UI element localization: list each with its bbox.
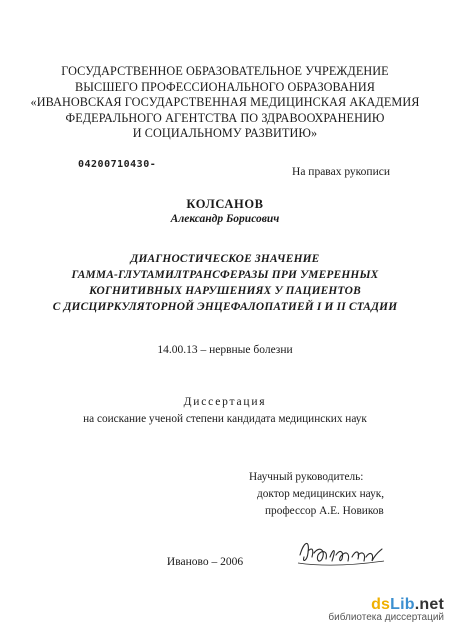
supervisor-name: профессор А.Е. Новиков xyxy=(265,505,384,517)
thesis-title-line: КОГНИТИВНЫХ НАРУШЕНИЯХ У ПАЦИЕНТОВ xyxy=(89,285,361,297)
institution-header xyxy=(0,64,450,142)
logo-lib: Lib xyxy=(390,596,415,613)
author-full-name: Александр Борисович xyxy=(170,213,280,225)
institution-line: «ИВАНОВСКАЯ ГОСУДАРСТВЕННАЯ МЕДИЦИНСКАЯ АКАДЕМИЯ xyxy=(30,95,420,110)
dslib-watermark[interactable] xyxy=(328,596,444,623)
logo-ds: ds xyxy=(371,596,391,613)
supervisor-degree: доктор медицинских наук, xyxy=(257,488,385,500)
thesis-title-line: С ДИСЦИРКУЛЯТОРНОЙ ЭНЦЕФАЛОПАТИЕЙ I И II СТАДИИ xyxy=(52,301,398,313)
degree-line: на соискание ученой степени кандидата медицинских наук xyxy=(83,413,367,425)
institution-line: ГОСУДАРСТВЕННОЕ ОБРАЗОВАТЕЛЬНОЕ УЧРЕЖДЕНИЕ xyxy=(61,64,389,78)
manuscript-note: На правах рукописи xyxy=(292,166,390,178)
supervisor-role: Научный руководитель: xyxy=(249,471,364,483)
supervisor-block xyxy=(249,469,384,520)
thesis-title-line: ГАММА-ГЛУТАМИЛТРАНСФЕРАЗЫ ПРИ УМЕРЕННЫХ xyxy=(71,269,379,281)
institution-line: ВЫСШЕГО ПРОФЕССИОНАЛЬНОГО ОБРАЗОВАНИЯ xyxy=(75,79,375,94)
specialty-code: 14.00.13 – нервные болезни xyxy=(157,344,293,356)
institution-line: И СОЦИАЛЬНОМУ РАЗВИТИЮ» xyxy=(132,126,318,141)
registration-stamp: 04200710430- xyxy=(78,159,157,170)
author-surname: КОЛСАНОВ xyxy=(186,197,264,211)
city-year: Иваново – 2006 xyxy=(166,556,244,568)
document-type: Диссертация xyxy=(183,396,267,408)
institution-line: ФЕДЕРАЛЬНОГО АГЕНТСТВА ПО ЗДРАВООХРАНЕНИЮ xyxy=(65,110,385,125)
thesis-title xyxy=(0,251,450,315)
thesis-title-line: ДИАГНОСТИЧЕСКОЕ ЗНАЧЕНИЕ xyxy=(130,253,320,265)
logo-net: .net xyxy=(414,596,444,613)
watermark-subtitle: библиотека диссертаций xyxy=(328,612,444,623)
